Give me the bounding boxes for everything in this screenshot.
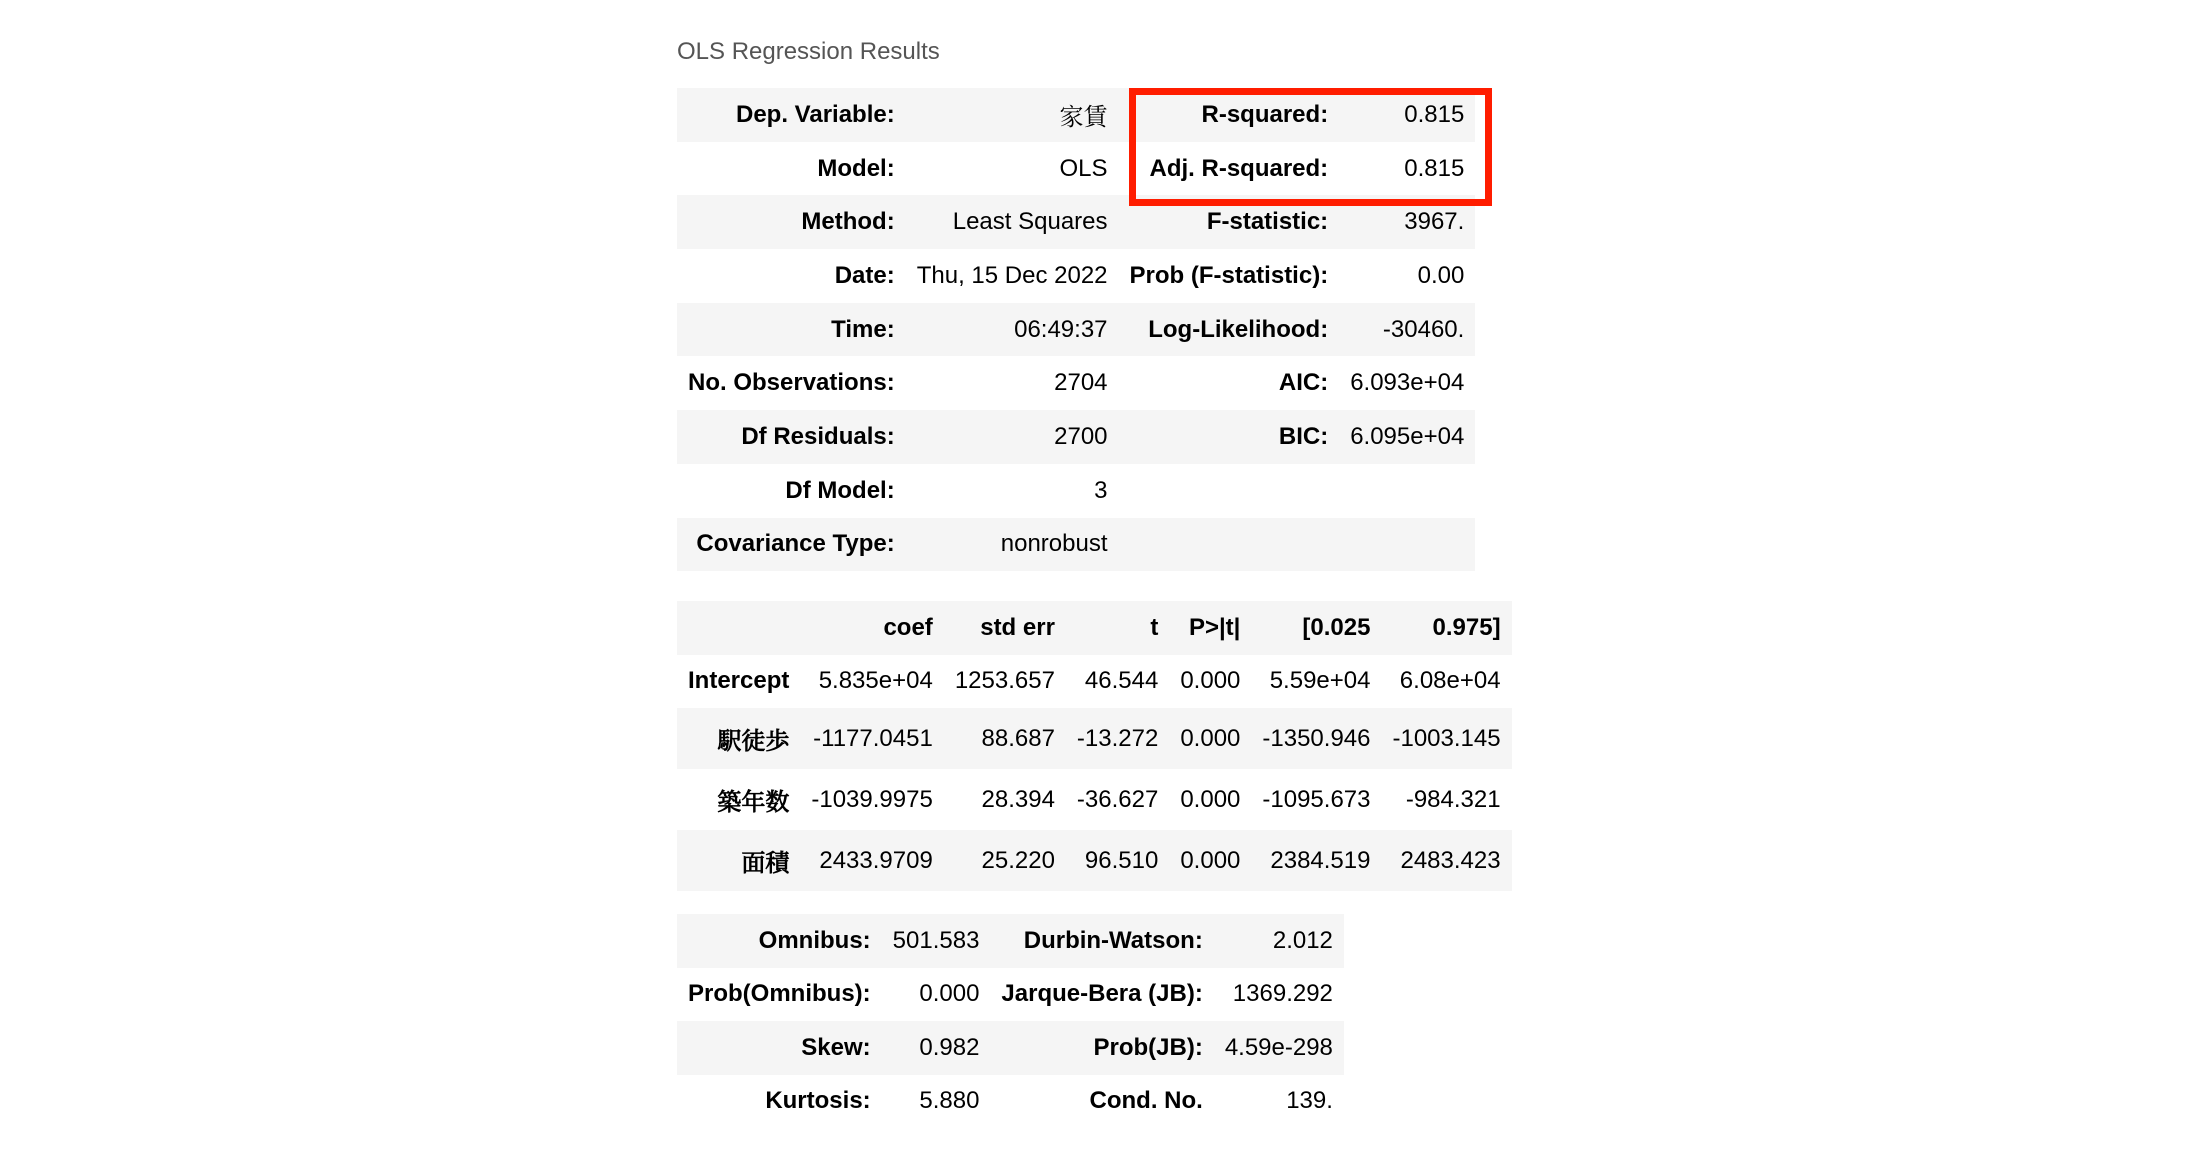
- summary-value: 2700: [1054, 422, 1108, 450]
- diagnostic-value: 139.: [1286, 1087, 1333, 1115]
- table-row: [677, 1075, 1344, 1129]
- t-cell: 46.544: [1084, 667, 1159, 695]
- t-cell: -36.627: [1076, 785, 1159, 813]
- diagnostic-value: 0.000: [919, 980, 980, 1008]
- std-err-cell: 1253.657: [954, 667, 1055, 695]
- summary-label: Date:: [834, 261, 895, 289]
- diagnostic-label: Kurtosis:: [765, 1087, 871, 1115]
- summary-label: Df Residuals:: [741, 422, 895, 450]
- diagnostic-label: Prob(JB):: [1093, 1033, 1203, 1061]
- column-header: [677, 601, 800, 655]
- summary-value: 家賃: [1059, 104, 1108, 132]
- column-header: std err: [980, 613, 1055, 641]
- column-header: coef: [883, 613, 933, 641]
- variable-name: Intercept: [688, 667, 790, 695]
- summary-value: OLS: [1059, 154, 1108, 182]
- summary-label: [1119, 518, 1340, 572]
- table-row: [677, 464, 1475, 518]
- summary-label: Df Model:: [785, 476, 895, 504]
- ci-lower-cell: -1350.946: [1262, 724, 1371, 752]
- diagnostic-label: Jarque-Bera (JB):: [1001, 980, 1203, 1008]
- summary-value: Thu, 15 Dec 2022: [916, 261, 1108, 289]
- table-row: [677, 410, 1475, 464]
- coefficient-table: [677, 601, 1512, 891]
- summary-value: nonrobust: [1000, 530, 1108, 558]
- p-value-cell: 0.000: [1180, 667, 1241, 695]
- table-row: [677, 655, 1512, 709]
- table-row: [677, 968, 1344, 1022]
- table-caption: OLS Regression Results: [677, 38, 940, 65]
- diagnostics-table: [677, 914, 1344, 1128]
- ci-upper-cell: -984.321: [1405, 785, 1501, 813]
- column-header: t: [1150, 613, 1159, 641]
- summary-label: No. Observations:: [688, 369, 895, 397]
- p-value-cell: 0.000: [1180, 724, 1241, 752]
- table-row: [677, 1021, 1344, 1075]
- summary-value: 06:49:37: [1014, 315, 1108, 343]
- summary-label: F-statistic:: [1206, 208, 1329, 236]
- ci-upper-cell: 6.08e+04: [1399, 667, 1501, 695]
- t-cell: 96.510: [1084, 846, 1159, 874]
- ci-lower-cell: 5.59e+04: [1269, 667, 1371, 695]
- p-value-cell: 0.000: [1180, 785, 1241, 813]
- diagnostic-value: 4.59e-298: [1224, 1033, 1333, 1061]
- t-cell: -13.272: [1076, 724, 1159, 752]
- table-row: [677, 830, 1512, 891]
- ci-lower-cell: -1095.673: [1262, 785, 1371, 813]
- variable-name: 築年数: [717, 789, 790, 816]
- column-header: P>|t|: [1188, 613, 1241, 641]
- diagnostic-label: Cond. No.: [1089, 1087, 1203, 1115]
- summary-value: -30460.: [1382, 315, 1465, 343]
- summary-label: Adj. R-squared:: [1149, 154, 1329, 182]
- diagnostic-label: Prob(Omnibus):: [688, 980, 871, 1008]
- ci-upper-cell: 2483.423: [1400, 846, 1501, 874]
- diagnostic-value: 2.012: [1272, 926, 1333, 954]
- table-row: [677, 195, 1475, 249]
- summary-value: 0.00: [1417, 261, 1465, 289]
- summary-value: 2704: [1054, 369, 1108, 397]
- diagnostic-value: 5.880: [919, 1087, 980, 1115]
- table-row: [677, 249, 1475, 303]
- coef-cell: 2433.9709: [819, 846, 933, 874]
- summary-label: [1119, 464, 1340, 518]
- summary-value: 6.095e+04: [1350, 422, 1465, 450]
- table-row: [677, 303, 1475, 357]
- summary-value: 0.815: [1404, 154, 1465, 182]
- table-row: [677, 518, 1475, 572]
- summary-label: Covariance Type:: [696, 530, 895, 558]
- summary-value: [1339, 518, 1475, 572]
- column-header: [0.025: [1302, 613, 1371, 641]
- coef-cell: -1177.0451: [813, 724, 933, 752]
- summary-label: Time:: [831, 315, 895, 343]
- table-row: [677, 914, 1344, 968]
- summary-label: Dep. Variable:: [735, 100, 895, 128]
- summary-label: Model:: [817, 154, 895, 182]
- table-row: [677, 142, 1475, 196]
- ci-lower-cell: 2384.519: [1270, 846, 1371, 874]
- table-row: [677, 356, 1475, 410]
- summary-value: Least Squares: [952, 208, 1108, 236]
- p-value-cell: 0.000: [1180, 846, 1241, 874]
- table-row: [677, 769, 1512, 830]
- table-row: [677, 708, 1512, 769]
- summary-value: 0.815: [1404, 100, 1465, 128]
- summary-label: Prob (F-statistic):: [1129, 261, 1329, 289]
- diagnostic-value: 501.583: [892, 926, 980, 954]
- summary-label: Method:: [801, 208, 895, 236]
- coef-cell: 5.835e+04: [818, 667, 933, 695]
- table-header-row: [677, 601, 1512, 655]
- variable-name: 面積: [741, 850, 790, 877]
- std-err-cell: 88.687: [981, 724, 1055, 752]
- ci-upper-cell: -1003.145: [1392, 724, 1501, 752]
- diagnostic-label: Skew:: [801, 1033, 871, 1061]
- summary-value: 6.093e+04: [1350, 369, 1465, 397]
- coef-cell: -1039.9975: [811, 785, 933, 813]
- summary-label: R-squared:: [1201, 100, 1329, 128]
- variable-name: 駅徒歩: [717, 728, 790, 755]
- summary-label: BIC:: [1278, 422, 1329, 450]
- std-err-cell: 25.220: [981, 846, 1055, 874]
- model-summary-table: [677, 88, 1475, 571]
- diagnostic-value: 0.982: [919, 1033, 980, 1061]
- column-header: 0.975]: [1432, 613, 1501, 641]
- diagnostic-value: 1369.292: [1232, 980, 1333, 1008]
- summary-label: AIC:: [1278, 369, 1329, 397]
- summary-value: [1339, 464, 1475, 518]
- diagnostic-label: Omnibus:: [758, 926, 871, 954]
- std-err-cell: 28.394: [981, 785, 1055, 813]
- summary-value: 3: [1094, 476, 1108, 504]
- summary-label: Log-Likelihood:: [1148, 315, 1329, 343]
- table-row: [677, 88, 1475, 142]
- summary-value: 3967.: [1404, 208, 1465, 236]
- diagnostic-label: Durbin-Watson:: [1023, 926, 1203, 954]
